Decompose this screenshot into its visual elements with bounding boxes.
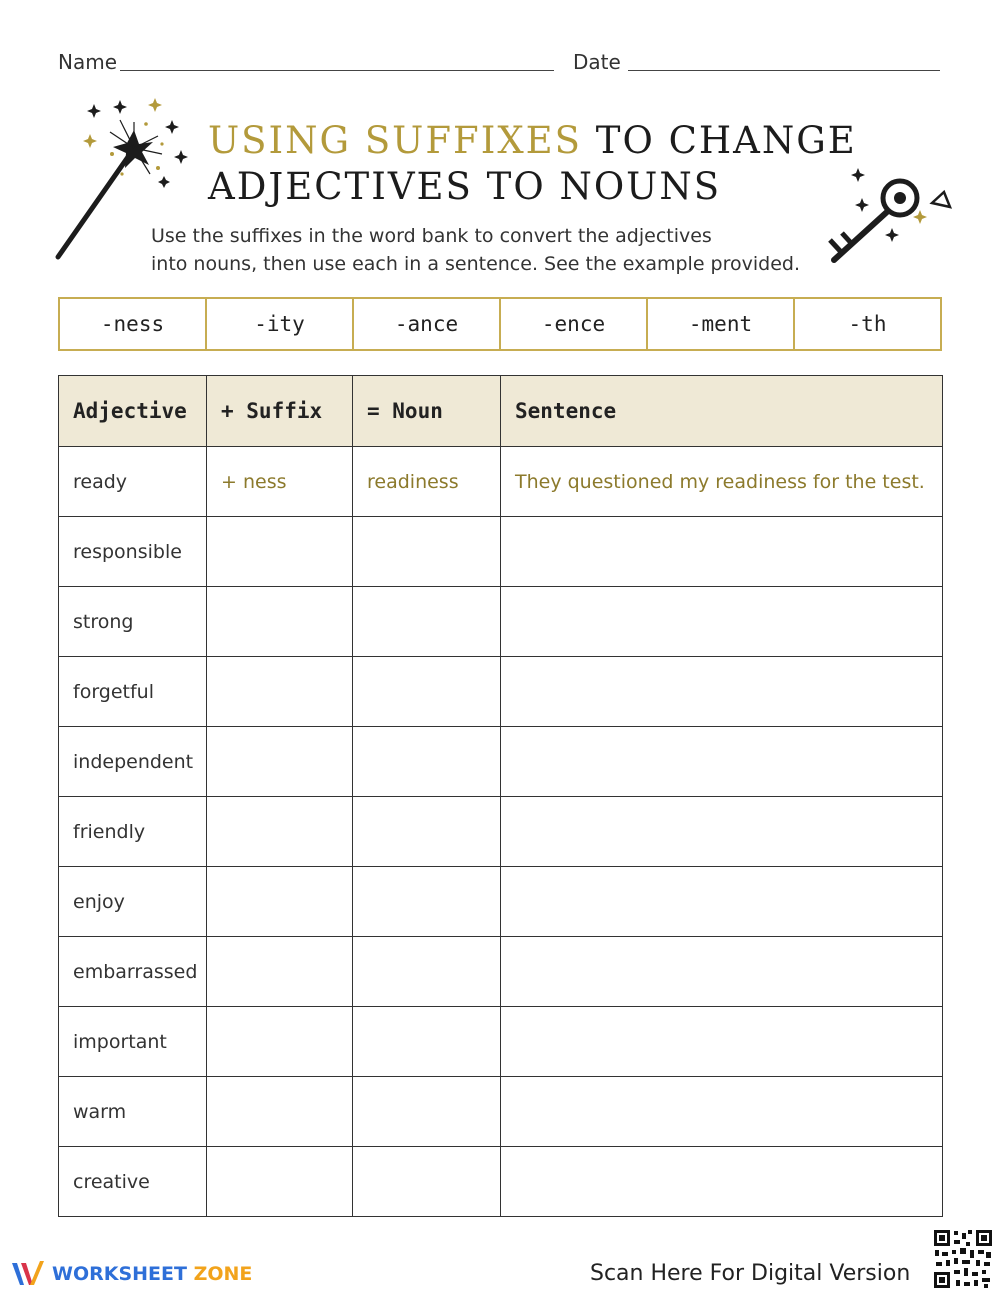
noun-answer-cell[interactable] [353, 797, 501, 867]
word-bank-item: -ness [60, 299, 207, 349]
word-bank-item: -ence [501, 299, 648, 349]
example-row [59, 447, 943, 517]
suffix-answer-cell[interactable] [207, 657, 353, 727]
answer-table [58, 375, 943, 1217]
word-bank-item: -ity [207, 299, 354, 349]
adjective-cell: important [59, 1007, 207, 1077]
sentence-answer-cell[interactable] [501, 937, 943, 1007]
header-adjective: Adjective [59, 376, 207, 447]
qr-code-icon[interactable] [932, 1228, 994, 1290]
example-noun: readiness [353, 447, 501, 517]
word-bank-item: -th [848, 312, 887, 336]
name-label: Name [58, 50, 118, 74]
table-row [59, 1007, 943, 1077]
title-rest: TO CHANGE [582, 119, 857, 162]
worksheet-title [208, 118, 857, 210]
adjective-cell: forgetful [59, 657, 207, 727]
suffix-answer-cell[interactable] [207, 1077, 353, 1147]
noun-answer-cell[interactable] [353, 657, 501, 727]
sentence-answer-cell[interactable] [501, 1077, 943, 1147]
table-row [59, 937, 943, 1007]
date-line[interactable] [628, 70, 940, 71]
suffix-answer-cell[interactable] [207, 1147, 353, 1217]
key-icon [822, 168, 957, 278]
header-suffix: + Suffix [207, 376, 353, 447]
noun-answer-cell[interactable] [353, 727, 501, 797]
suffix-answer-cell[interactable] [207, 727, 353, 797]
noun-answer-cell[interactable] [353, 867, 501, 937]
title-highlight: USING SUFFIXES [208, 119, 583, 162]
word-bank [58, 297, 942, 351]
worksheet-zone-logo[interactable] [10, 1258, 252, 1290]
suffix-answer-cell[interactable] [207, 517, 353, 587]
table-row [59, 587, 943, 657]
suffix-answer-cell[interactable] [207, 1007, 353, 1077]
noun-answer-cell[interactable] [353, 1007, 501, 1077]
suffix-answer-cell[interactable] [207, 797, 353, 867]
adjective-cell: embarrassed [59, 937, 207, 1007]
adjective-cell: creative [59, 1147, 207, 1217]
table-row [59, 867, 943, 937]
header-sentence: Sentence [501, 376, 943, 447]
name-date-row [58, 50, 942, 76]
adjective-cell: responsible [59, 517, 207, 587]
table-row [59, 657, 943, 727]
adjective-cell: friendly [59, 797, 207, 867]
table-row [59, 1077, 943, 1147]
title-line2: ADJECTIVES TO NOUNS [208, 165, 722, 208]
word-bank-item: -ance [354, 299, 501, 349]
sentence-answer-cell[interactable] [501, 587, 943, 657]
table-row [59, 1147, 943, 1217]
suffix-answer-cell[interactable] [207, 937, 353, 1007]
example-sentence: They questioned my readiness for the test. [501, 447, 943, 517]
noun-answer-cell[interactable] [353, 937, 501, 1007]
word-bank-item: -ment [648, 299, 795, 349]
sentence-answer-cell[interactable] [501, 797, 943, 867]
adjective-cell: strong [59, 587, 207, 657]
instructions-line1: Use the suffixes in the word bank to convert the adjectives [151, 225, 712, 247]
instructions [151, 222, 831, 278]
sentence-answer-cell[interactable] [501, 517, 943, 587]
adjective-cell: enjoy [59, 867, 207, 937]
suffix-answer-cell[interactable] [207, 587, 353, 657]
table-header-row [59, 376, 943, 447]
suffix-answer-cell[interactable] [207, 867, 353, 937]
date-label: Date [573, 50, 621, 74]
sentence-answer-cell[interactable] [501, 727, 943, 797]
name-line[interactable] [120, 70, 554, 71]
sentence-answer-cell[interactable] [501, 657, 943, 727]
adjective-cell: independent [59, 727, 207, 797]
noun-answer-cell[interactable] [353, 517, 501, 587]
example-suffix: + ness [207, 447, 353, 517]
sentence-answer-cell[interactable] [501, 867, 943, 937]
example-adjective: ready [59, 447, 207, 517]
instructions-line2: into nouns, then use each in a sentence. See the example provided. [151, 253, 800, 275]
header-noun: = Noun [353, 376, 501, 447]
logo-icon [10, 1259, 46, 1289]
noun-answer-cell[interactable] [353, 587, 501, 657]
adjective-cell: warm [59, 1077, 207, 1147]
scan-text: Scan Here For Digital Version [590, 1261, 911, 1286]
table-row [59, 727, 943, 797]
noun-answer-cell[interactable] [353, 1077, 501, 1147]
sentence-answer-cell[interactable] [501, 1147, 943, 1217]
logo-text: WORKSHEET ZONE [52, 1263, 253, 1285]
table-row [59, 517, 943, 587]
noun-answer-cell[interactable] [353, 1147, 501, 1217]
sentence-answer-cell[interactable] [501, 1007, 943, 1077]
table-row [59, 797, 943, 867]
